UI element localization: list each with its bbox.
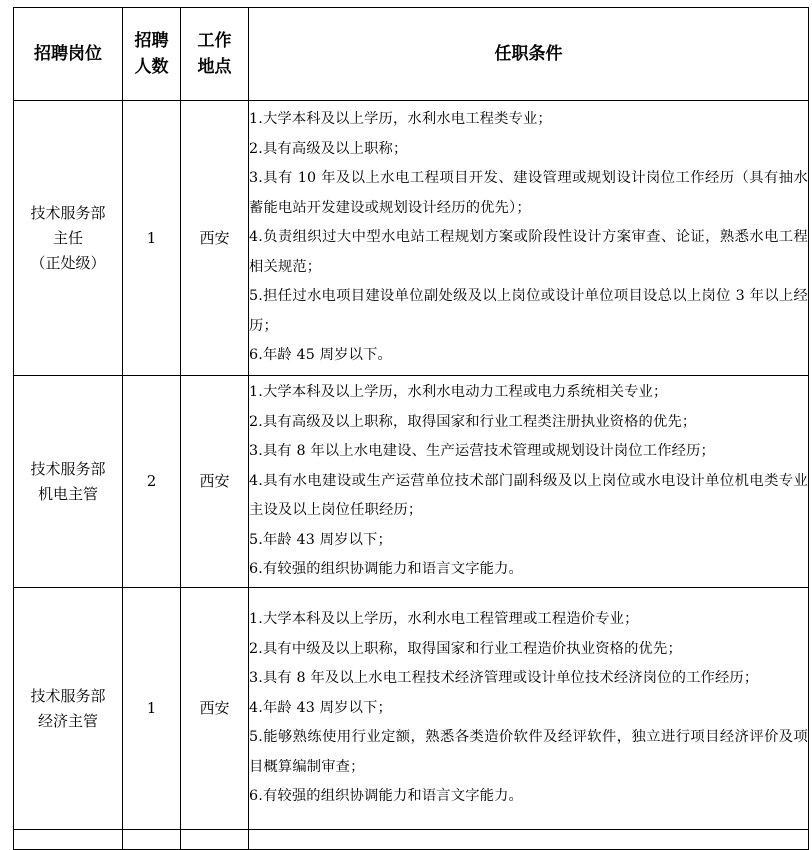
requirements-cell (249, 376, 809, 588)
requirement-item: 4.具有水电建设或生产运营单位技术部门副科级及以上岗位或水电设计单位机电类专业主设及以上岗位任职经历； (249, 472, 808, 519)
recruitment-table (13, 7, 809, 850)
requirement-item: 6.有较强的组织协调能力和语言文字能力。 (249, 561, 523, 578)
requirement-item: 5.年龄 43 周岁以下； (249, 531, 392, 548)
position-cell (14, 101, 123, 376)
position-line: 主任 (52, 228, 83, 247)
position-line: （正处级） (30, 253, 106, 272)
count-cell: 1 (123, 101, 181, 376)
position-line: 技术服务部 (30, 203, 106, 222)
requirement-item: 3.具有 10 年及以上水电工程项目开发、建设管理或规划设计岗位工作经历（具有抽水蓄能电站开发建设或规划设计经历的优先）； (249, 170, 808, 216)
requirements-cell (249, 101, 809, 376)
header-requirements: 任职条件 (249, 8, 809, 101)
header-count (123, 8, 181, 101)
position-line: 机电主管 (37, 484, 98, 503)
position-line: 经济主管 (37, 711, 98, 730)
requirement-item: 1.大学本科及以上学历，水利水电动力工程或电力系统相关专业； (249, 384, 668, 401)
requirement-item: 2.具有中级及以上职称，取得国家和行业工程造价执业资格的优先； (249, 640, 682, 657)
requirement-item: 2.具有高级及以上职称； (249, 140, 408, 157)
header-location-text: 工作地点 (197, 31, 232, 77)
location-cell: 西安 (181, 101, 249, 376)
position-cell (14, 376, 123, 588)
requirement-item: 4.年龄 43 周岁以下； (249, 699, 392, 716)
requirement-item: 6.年龄 45 周岁以下。 (249, 347, 392, 364)
table-row (14, 376, 809, 588)
empty-cell (14, 830, 123, 850)
position-line: 技术服务部 (30, 459, 106, 478)
requirement-item: 1.大学本科及以上学历，水利水电工程管理或工程造价专业； (249, 611, 639, 628)
header-row (14, 8, 809, 101)
count-cell: 1 (123, 588, 181, 830)
count-cell: 2 (123, 376, 181, 588)
table-row-continued (14, 830, 809, 850)
location-cell: 西安 (181, 376, 249, 588)
requirement-item: 3.具有 8 年以上水电建设、生产运营技术管理或规划设计岗位工作经历； (249, 443, 715, 460)
requirement-item: 1.大学本科及以上学历，水利水电工程类专业； (249, 111, 552, 128)
table-row (14, 101, 809, 376)
requirements-cell (249, 588, 809, 830)
requirement-item: 5.担任过水电项目建设单位副处级及以上岗位或设计单位项目设总以上岗位 3 年以上经历； (249, 288, 808, 334)
requirement-item: 5.能够熟练使用行业定额，熟悉各类造价软件及经评软件，独立进行项目经济评价及项目概算编制审查； (249, 729, 808, 775)
requirement-item: 4.负责组织过大中型水电站工程规划方案或阶段性设计方案审查、论证，熟悉水电工程相关规范； (249, 229, 808, 275)
header-location (181, 8, 249, 101)
empty-cell (123, 830, 181, 850)
empty-cell (249, 830, 809, 850)
header-position: 招聘岗位 (14, 8, 123, 101)
requirement-item: 2.具有高级及以上职称，取得国家和行业工程类注册执业资格的优先； (249, 413, 697, 430)
position-cell (14, 588, 123, 830)
header-count-text: 招聘人数 (134, 31, 169, 77)
requirement-item: 6.有较强的组织协调能力和语言文字能力。 (249, 788, 523, 805)
requirement-item: 3.具有 8 年及以上水电工程技术经济管理或设计单位技术经济岗位的工作经历； (249, 670, 759, 687)
table-row (14, 588, 809, 830)
empty-cell (181, 830, 249, 850)
location-cell: 西安 (181, 588, 249, 830)
position-line: 技术服务部 (30, 686, 106, 705)
